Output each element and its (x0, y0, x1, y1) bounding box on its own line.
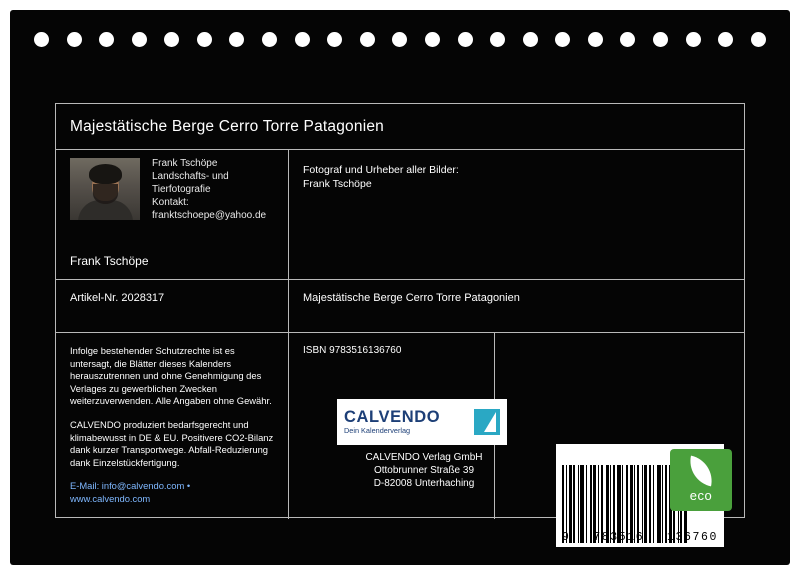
author-specialty-line-2: Tierfotografie (152, 184, 211, 195)
punch-hole (67, 32, 82, 47)
calvendo-logo-wordmark: CALVENDO (344, 408, 441, 426)
punch-hole (34, 32, 49, 47)
punch-hole (588, 32, 603, 47)
photo-credit-name: Frank Tschöpe (303, 178, 372, 190)
punch-hole (327, 32, 342, 47)
barcode-group-1: 783516 (593, 531, 645, 544)
logo-triangle-shape (484, 412, 496, 432)
publisher-name: CALVENDO Verlag GmbH (365, 452, 483, 463)
author-email: franktschoepe@yahoo.de (152, 210, 267, 221)
author-contact-label: Kontakt: (152, 197, 189, 208)
calvendo-logo-tagline: Dein Kalenderverlag (344, 426, 411, 435)
photo-credit-cell (289, 150, 800, 279)
barcode-digit-left: 9 (562, 531, 571, 544)
product-title-text: Majestätische Berge Cerro Torre Patagonien (303, 292, 520, 304)
article-number-label: Artikel-Nr. (70, 292, 119, 304)
legal-paragraph-1: Infolge bestehender Schutzrechte ist es untersagt, die Blätter dieses Kalenders herauszutrennen und ohne Genehmigung des Verlages zu gewerblichen Zwecken weiterzuverwenden. Alle Angaben ohne Gewähr. (70, 345, 272, 407)
punch-hole (99, 32, 114, 47)
author-specialty-line-1: Landschafts- und (152, 171, 229, 182)
calvendo-logo (337, 399, 507, 445)
author-name: Frank Tschöpe (152, 158, 218, 169)
article-number-value: 2028317 (121, 292, 165, 304)
publisher-email-link[interactable]: E-Mail: info@calvendo.com • (70, 480, 191, 492)
publisher-street: Ottobrunner Straße 39 (373, 465, 475, 476)
punch-hole (164, 32, 179, 47)
punch-hole (523, 32, 538, 47)
barcode-digits (562, 531, 718, 544)
back-cover-content-box (55, 103, 745, 544)
publisher-website-link[interactable]: www.calvendo.com (70, 492, 151, 504)
punch-hole (686, 32, 701, 47)
punch-hole (653, 32, 668, 47)
punch-hole (555, 32, 570, 47)
publisher-city: D-82008 Unterhaching (373, 478, 475, 489)
eco-seal-label: eco (689, 487, 713, 503)
punch-hole (490, 32, 505, 47)
punch-hole (751, 32, 766, 47)
photo-credit-heading: Fotograf und Urheber aller Bilder: (303, 164, 459, 176)
portrait-hair (89, 164, 122, 184)
calvendo-logo-mark-icon (470, 407, 500, 437)
legal-text-block (70, 345, 275, 506)
author-display-name: Frank Tschöpe (70, 254, 149, 268)
calvendo-logo-text (344, 408, 470, 436)
punch-hole (425, 32, 440, 47)
punch-hole (197, 32, 212, 47)
author-meta-block (152, 157, 266, 222)
article-number-text (70, 292, 164, 304)
barcode-group-2: 136760 (666, 531, 718, 544)
punch-hole (132, 32, 147, 47)
punch-hole (392, 32, 407, 47)
leaf-icon (686, 455, 717, 486)
punch-hole (262, 32, 277, 47)
product-title-cell (289, 280, 800, 332)
publisher-address-block (324, 451, 524, 490)
page-title: Majestätische Berge Cerro Torre Patagonien (70, 118, 384, 135)
legal-paragraph-2: CALVENDO produziert bedarfsgerecht und klimabewusst in DE & EU. Positivere CO2-Bilanz dank kurzer Transportwege. Abfall-Reduzierung dank Einzelstückfertigung. (70, 418, 274, 468)
punch-hole (229, 32, 244, 47)
punch-hole (360, 32, 375, 47)
photo-credit-block (303, 163, 459, 191)
punch-hole (295, 32, 310, 47)
punch-hole (458, 32, 473, 47)
punch-hole-row (10, 10, 790, 68)
punch-hole (718, 32, 733, 47)
punch-hole (620, 32, 635, 47)
eco-seal (670, 449, 732, 511)
author-portrait-photo (70, 158, 140, 220)
portrait-beard (93, 184, 118, 204)
isbn-text: ISBN 9783516136760 (303, 345, 402, 356)
